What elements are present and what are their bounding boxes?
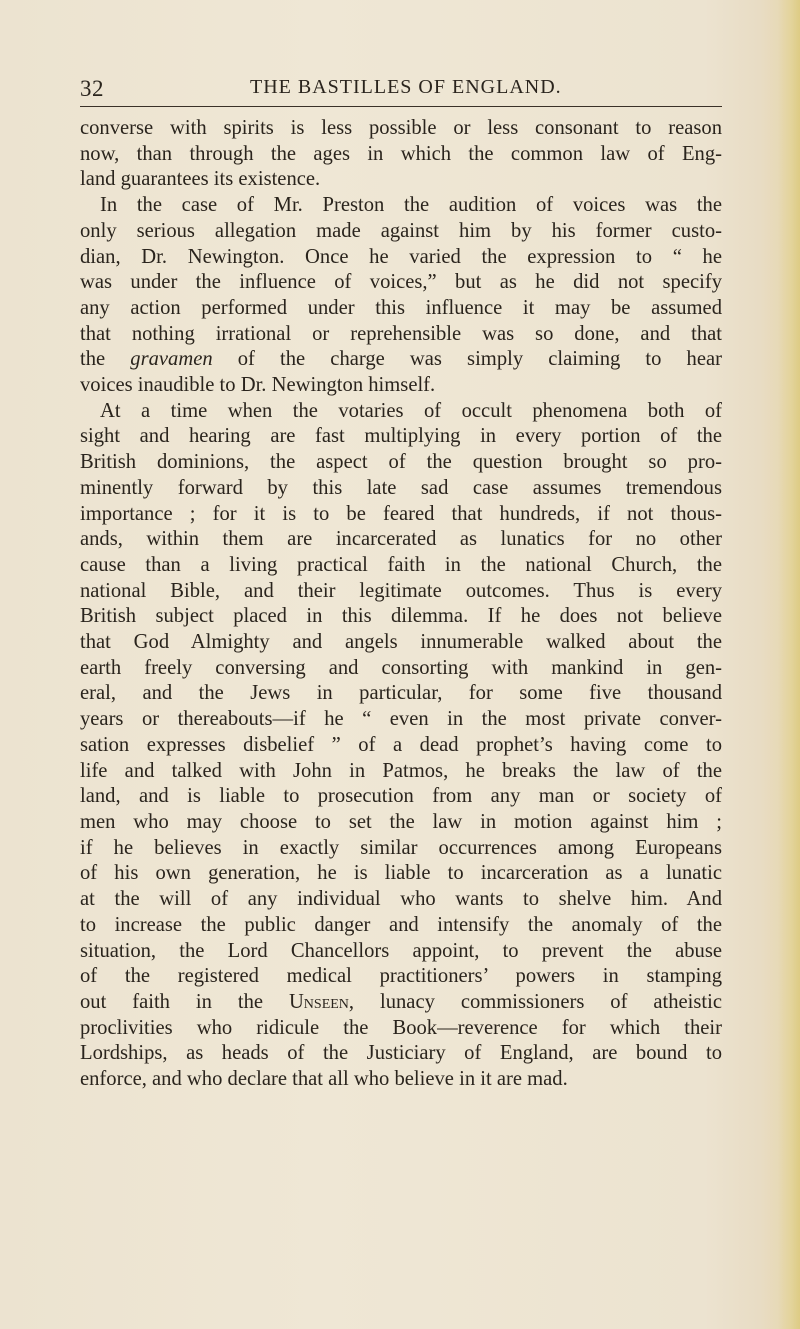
text-line: ands, within them are incarcerated as lunatics for no other xyxy=(80,528,722,551)
text-line: years or thereabouts—if he “ even in the most private conver- xyxy=(80,708,722,731)
text-line: only serious allegation made against him by his former custo- xyxy=(80,219,722,242)
paragraph-2 xyxy=(80,193,722,399)
text-line: of the registered medical practitioners’ powers in stamping xyxy=(80,965,722,988)
text-line: that God Almighty and angels innumerable walked about the xyxy=(80,631,722,654)
text-line: converse with spirits is less possible or less consonant to reason xyxy=(80,117,722,139)
running-head: THE BASTILLES OF ENGLAND. xyxy=(250,76,562,98)
text-line: was under the influence of voices,” but as he did not specify xyxy=(80,271,722,294)
text-line: dian, Dr. Newington. Once he varied the expression to “ he xyxy=(80,245,722,268)
text-line: to increase the public danger and intensify the anomaly of the xyxy=(80,913,722,936)
text-line: In the case of Mr. Preston the audition of voices was the xyxy=(100,194,722,217)
text-line: land, and is liable to prosecution from any man or society of xyxy=(80,785,722,808)
paragraph-3 xyxy=(80,399,722,1093)
text-line: enforce, and who declare that all who believe in it are mad. xyxy=(80,1068,568,1091)
text-line: importance ; for it is to be feared that hundreds, if not thous- xyxy=(80,502,722,525)
text-line: any action performed under this influence it may be assumed xyxy=(80,296,722,319)
text-line: of his own generation, he is liable to incarceration as a lunatic xyxy=(80,862,722,885)
text-line: minently forward by this late sad case assumes tremendous xyxy=(80,476,722,499)
text-line: earth freely conversing and consorting with mankind in gen- xyxy=(80,656,722,679)
text-line: At a time when the votaries of occult phenomena both of xyxy=(100,399,722,422)
text-line: British subject placed in this dilemma. If he does not believe xyxy=(80,605,722,628)
text-line: sation expresses disbelief ” of a dead prophet’s having come to xyxy=(80,733,722,756)
text-line: sight and hearing are fast multiplying in every portion of the xyxy=(80,425,722,448)
text-line: cause than a living practical faith in the national Church, the xyxy=(80,553,722,576)
text-line: at the will of any individual who wants to shelve him. And xyxy=(80,888,722,911)
text-line: proclivities who ridicule the Book—reverence for which their xyxy=(80,1016,722,1039)
page-header xyxy=(80,72,722,107)
text-line: men who may choose to set the law in motion against him ; xyxy=(80,810,722,833)
text-line: now, than through the ages in which the common law of Eng- xyxy=(80,142,722,165)
italic-term: gravamen xyxy=(130,348,213,371)
small-caps-term: Unseen xyxy=(288,990,349,1013)
body-text xyxy=(80,116,722,1093)
page-edge-discoloration xyxy=(778,0,800,1329)
paragraph-1 xyxy=(80,116,722,193)
text-line: British dominions, the aspect of the question brought so pro- xyxy=(80,451,722,474)
text-line-with-small-caps: out faith in the Unseen, lunacy commissioners of atheistic xyxy=(80,990,722,1013)
text-line: voices inaudible to Dr. Newington himself. xyxy=(80,374,436,397)
text-line-with-italic: the gravamen of the charge was simply claiming to hear xyxy=(80,348,722,371)
text-line: situation, the Lord Chancellors appoint, to prevent the abuse xyxy=(80,939,722,962)
page-number: 32 xyxy=(80,76,104,101)
text-line: land guarantees its existence. xyxy=(80,168,321,191)
text-line: national Bible, and their legitimate outcomes. Thus is every xyxy=(80,579,722,602)
text-line: if he believes in exactly similar occurrences among Europeans xyxy=(80,836,722,859)
text-line: that nothing irrational or reprehensible was so done, and that xyxy=(80,322,722,345)
text-line: Lordships, as heads of the Justiciary of England, are bound to xyxy=(80,1042,722,1065)
text-line: life and talked with John in Patmos, he breaks the law of the xyxy=(80,759,722,782)
text-line: eral, and the Jews in particular, for some five thousand xyxy=(80,682,722,705)
